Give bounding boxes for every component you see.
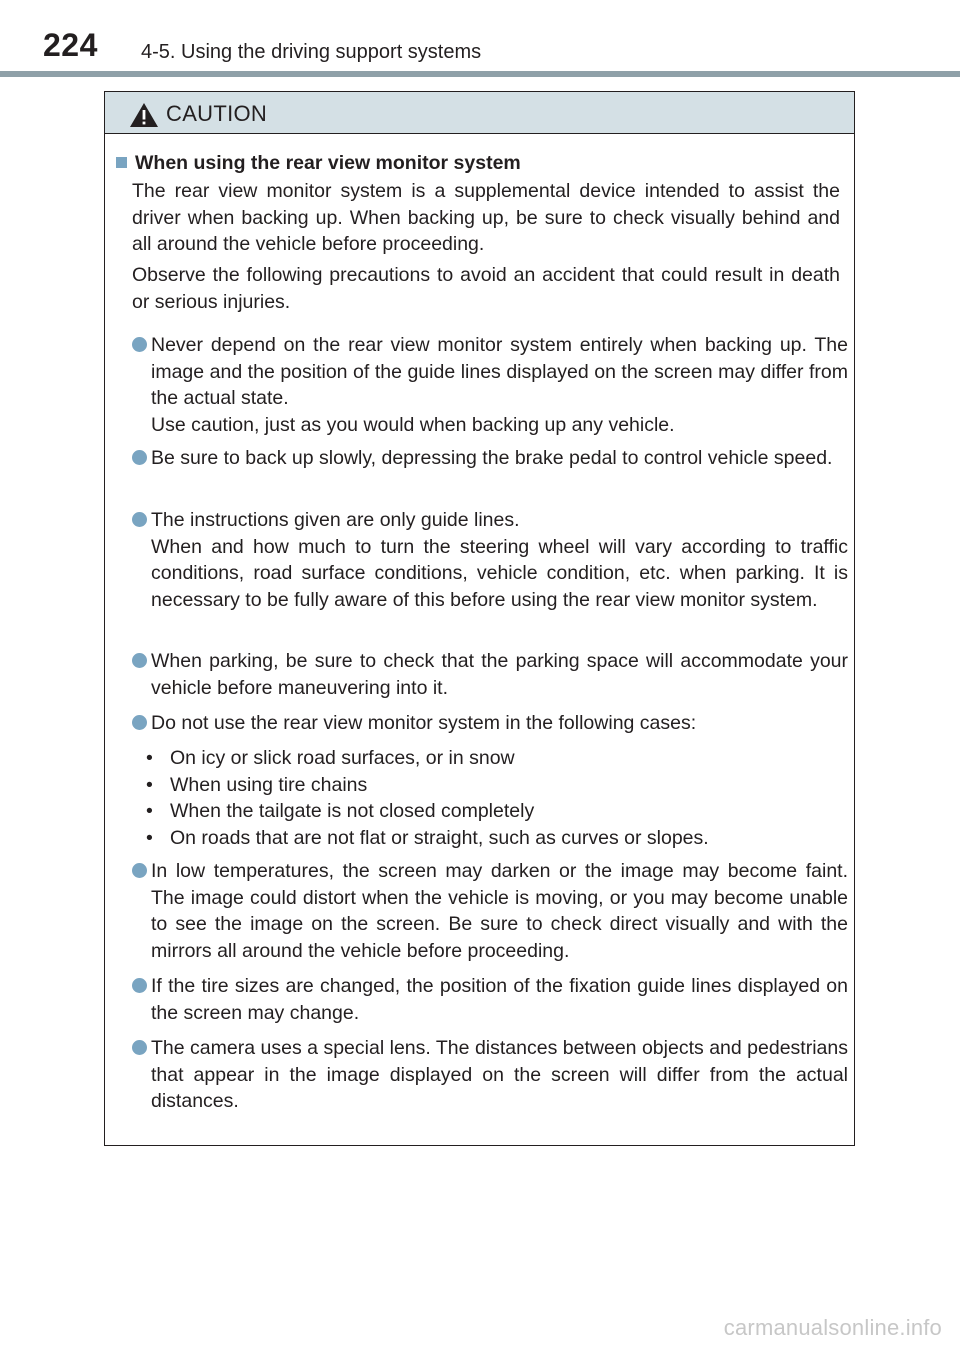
list-item: • On icy or slick road surfaces, or in snow bbox=[146, 747, 515, 769]
circle-bullet-icon bbox=[132, 715, 147, 730]
intro-paragraph: The rear view monitor system is a supplemental device intended to assist the driver when backing up. When backing up, be sure to check visually behind and all around the vehicle before proceeding. bbox=[132, 180, 840, 256]
caution-label: CAUTION bbox=[166, 101, 268, 126]
caution-box bbox=[104, 91, 855, 1146]
circle-bullet-icon bbox=[132, 1040, 147, 1055]
circle-bullet-icon bbox=[132, 512, 147, 527]
circle-bullet-icon bbox=[132, 653, 147, 668]
bullet-text: Never depend on the rear view monitor system entirely when backing up. The image and the position of the guide lines displayed on the screen may differ from the actual state. Use caution, just as you would when backing up any vehicle. bbox=[151, 334, 848, 437]
subheading-text: When using the rear view monitor system bbox=[135, 152, 521, 174]
list-item: • On roads that are not flat or straight, such as curves or slopes. bbox=[146, 827, 709, 850]
warning-triangle-icon bbox=[129, 102, 159, 128]
circle-bullet-icon bbox=[132, 978, 147, 993]
intro-paragraph: Observe the following precautions to avoid an accident that could result in death or serious injuries. bbox=[132, 264, 840, 313]
bullet-text: When parking, be sure to check that the parking space will accommodate your vehicle before maneuvering into it. bbox=[151, 650, 848, 699]
circle-bullet-icon bbox=[132, 450, 147, 465]
bullet-text: The camera uses a special lens. The distances between objects and pedestrians that appear in the image displayed on the screen will differ from the actual distances. bbox=[151, 1037, 848, 1113]
caution-header bbox=[105, 92, 854, 134]
bullet-text: Do not use the rear view monitor system in the following cases: bbox=[151, 712, 697, 734]
circle-bullet-icon bbox=[132, 863, 147, 878]
square-bullet-icon bbox=[116, 157, 127, 168]
header-rule bbox=[0, 71, 960, 77]
conditions-list bbox=[146, 745, 826, 852]
caution-subheading bbox=[116, 152, 521, 175]
circle-bullet-icon bbox=[132, 337, 147, 352]
bullet-text: If the tire sizes are changed, the position of the fixation guide lines displayed on the screen may change. bbox=[151, 975, 848, 1024]
watermark: carmanualsonline.info bbox=[723, 1315, 942, 1340]
bullet-text: Be sure to back up slowly, depressing the brake pedal to control vehicle speed. bbox=[151, 447, 833, 469]
page-number: 224 bbox=[43, 27, 98, 63]
list-item: • When the tailgate is not closed completely bbox=[146, 800, 535, 823]
bullet-text: In low temperatures, the screen may darken or the image may become faint. The image could distort when the vehicle is moving, or you may become unable to see the image on the screen. Be sure to check direct visually and with the mirrors all around the vehicle before proceeding. bbox=[151, 860, 848, 963]
section-title: 4-5. Using the driving support systems bbox=[141, 41, 482, 63]
bullet-text: The instructions given are only guide lines. When and how much to turn the steering wheel will vary according to traffic conditions, road surface conditions, vehicle condition, etc. when parking. It is necessary to be fully aware of this before using the rear view monitor system. bbox=[151, 509, 848, 612]
page-header bbox=[0, 0, 960, 78]
list-item: • When using tire chains bbox=[146, 773, 368, 796]
